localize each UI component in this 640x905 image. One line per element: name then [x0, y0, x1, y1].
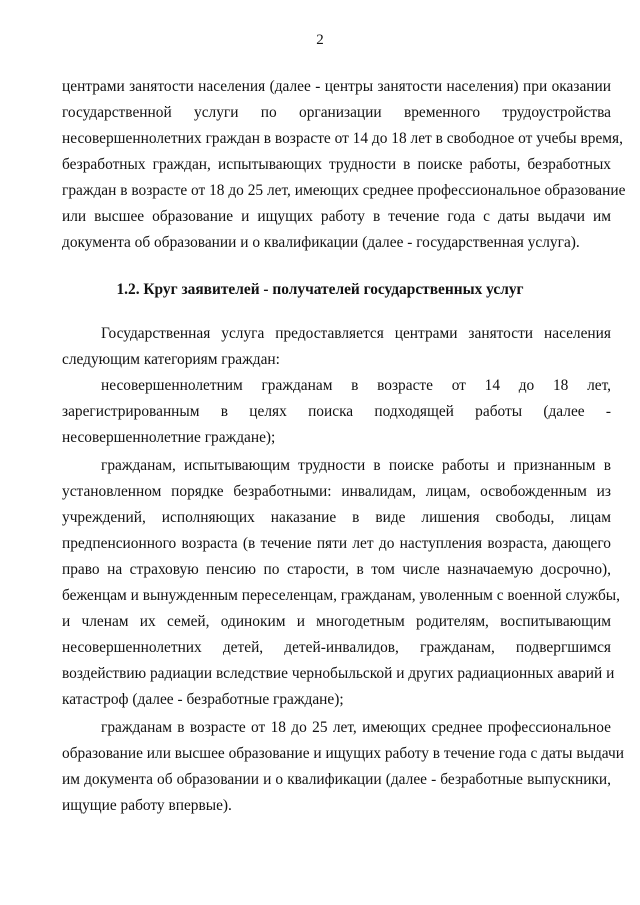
paragraph-4-line: установленном порядке безработными: инвалидам, лицам, освобожденным из [62, 483, 611, 500]
paragraph-5-line: гражданам в возрасте от 18 до 25 лет, имеющих среднее профессиональное [101, 719, 611, 736]
page-number: 2 [316, 32, 324, 48]
paragraph-3-line: зарегистрированным в целях поиска подходящей работы (далее - [62, 403, 611, 420]
paragraph-3-line: несовершеннолетние граждане); [62, 429, 276, 446]
paragraph-4-line: воздействию радиации вследствие чернобыльской и других радиационных аварий и [62, 665, 615, 682]
paragraph-4-line: предпенсионного возраста (в течение пяти лет до наступления возраста, дающего [62, 535, 611, 552]
paragraph-1-line: документа об образовании и о квалификации (далее - государственная услуга). [62, 234, 580, 251]
paragraph-5-line: им документа об образовании и о квалификации (далее - безработные выпускники, [62, 771, 611, 788]
paragraph-2-line: Государственная услуга предоставляется центрами занятости населения [101, 325, 611, 342]
paragraph-1-line: безработных граждан, испытывающих трудности в поиске работы, безработных [62, 156, 611, 173]
paragraph-4-line: катастроф (далее - безработные граждане); [62, 691, 344, 708]
paragraph-4-line: несовершеннолетних детей, детей-инвалидов, гражданам, подвергшимся [62, 639, 611, 656]
paragraph-4-line: беженцам и вынужденным переселенцам, гражданам, уволенным с военной службы, [62, 587, 620, 604]
paragraph-2-line: следующим категориям граждан: [62, 351, 280, 368]
paragraph-5-line: образование или высшее образование и ищущих работу в течение года с даты выдачи [62, 745, 624, 762]
paragraph-1-line: центрами занятости населения (далее - центры занятости населения) при оказании [62, 78, 611, 95]
paragraph-3-line: несовершеннолетним гражданам в возрасте от 14 до 18 лет, [101, 377, 611, 394]
section-heading: 1.2. Круг заявителей - получателей государственных услуг [116, 281, 524, 298]
paragraph-4-line: гражданам, испытывающим трудности в поиске работы и признанным в [101, 457, 611, 474]
paragraph-4-line: учреждений, исполняющих наказание в виде лишения свободы, лицам [62, 509, 611, 526]
paragraph-4-line: право на страховую пенсию по старости, в том числе назначаемую досрочно), [62, 561, 611, 578]
paragraph-1-line: государственной услуги по организации временного трудоустройства [62, 104, 611, 121]
paragraph-4-line: и членам их семей, одиноким и многодетным родителям, воспитывающим [62, 613, 611, 630]
paragraph-1-line: несовершеннолетних граждан в возрасте от 14 до 18 лет в свободное от учебы время, [62, 130, 623, 147]
paragraph-1-line: граждан в возрасте от 18 до 25 лет, имеющих среднее профессиональное образование [62, 182, 626, 199]
paragraph-5-line: ищущие работу впервые). [62, 797, 232, 814]
paragraph-1-line: или высшее образование и ищущих работу в течение года с даты выдачи им [62, 208, 611, 225]
